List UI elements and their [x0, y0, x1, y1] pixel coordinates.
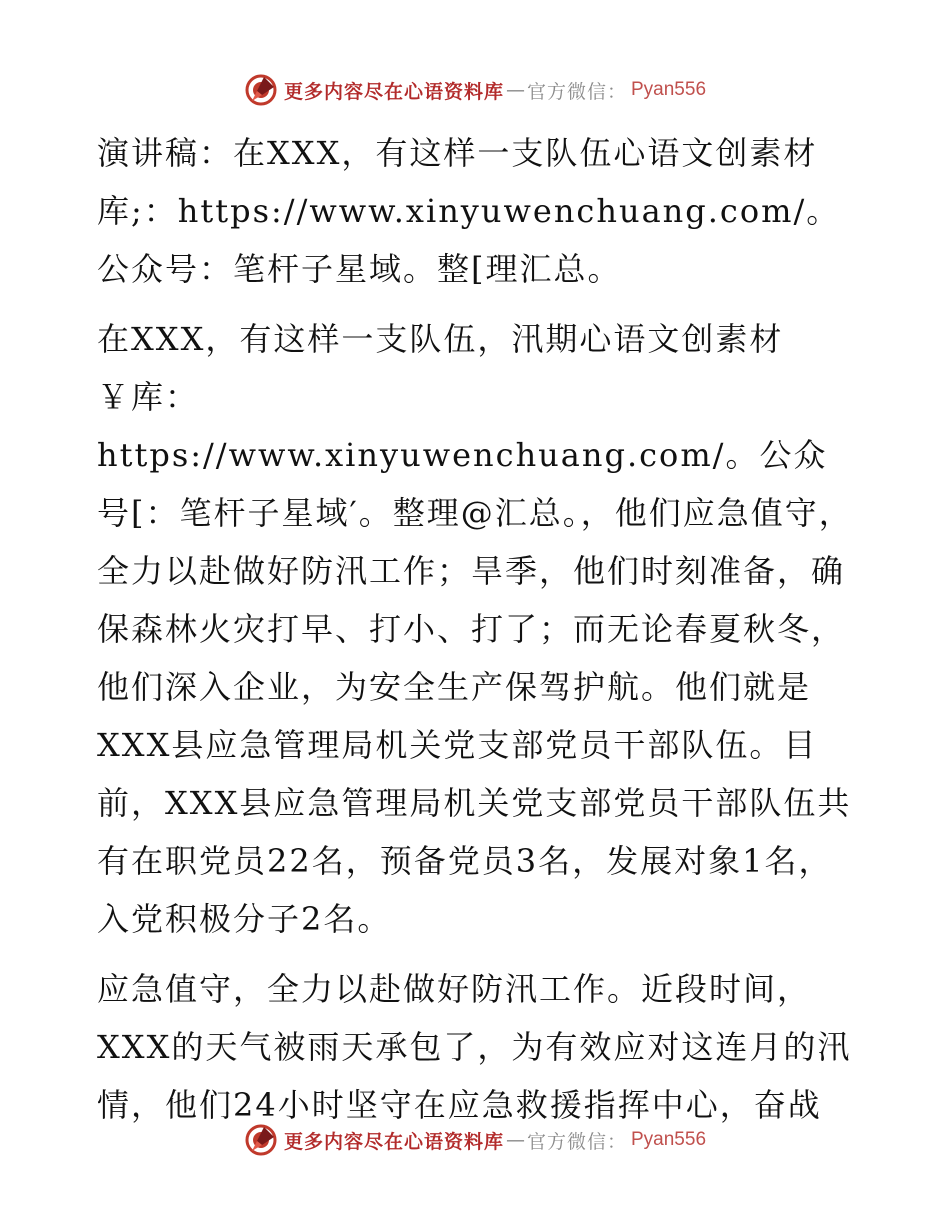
paragraph-1: 演讲稿：在XXX，有这样一支队伍心语文创素材库;：https://www.xinyuwenchuang.com/。公众号：笔杆子星域。整[理汇总。	[97, 134, 841, 288]
banner-separator: —	[505, 79, 525, 101]
paragraph-2: 在XXX，有这样一支队伍，汛期心语文创素材￥库：https://www.xinyuwenchuang.com/。公众号[：笔杆子星域′。整理@汇总。，他们应急值守，全力以赴做好防汛工作；旱季，他们时刻准备，确保森林火灾打早、打小、打了；而无论春夏秋冬，他们深入企业，为安全生产保驾护航。他们就是XXX县应急管理局机关党支部党员干部队伍。目前，XXX县应急管理局机关党支部党员干部队伍共有在职党员22名，预备党员3名，发展对象1名，入党积极分子2名。	[97, 320, 853, 938]
pen-logo-icon	[244, 1123, 278, 1157]
paragraph-3: 应急值守，全力以赴做好防汛工作。近段时间，XXX的天气被雨天承包了，为有效应对这连月的汛情，他们24小时坚守在应急救援指挥中心，奋战	[97, 970, 852, 1124]
banner-contact-label: 官方微信：	[526, 80, 627, 103]
banner-contact-id: Pyan556	[631, 79, 707, 100]
header-watermark	[0, 70, 950, 110]
banner-contact-label: 官方微信：	[526, 1130, 627, 1153]
footer-watermark	[0, 1120, 950, 1160]
document-body	[97, 124, 857, 1134]
pen-logo-icon	[244, 73, 278, 107]
banner-separator: —	[505, 1129, 525, 1151]
banner-text: 更多内容尽在心语资料库	[283, 1130, 504, 1153]
banner-contact-id: Pyan556	[631, 1129, 707, 1150]
banner-text: 更多内容尽在心语资料库	[283, 80, 504, 103]
